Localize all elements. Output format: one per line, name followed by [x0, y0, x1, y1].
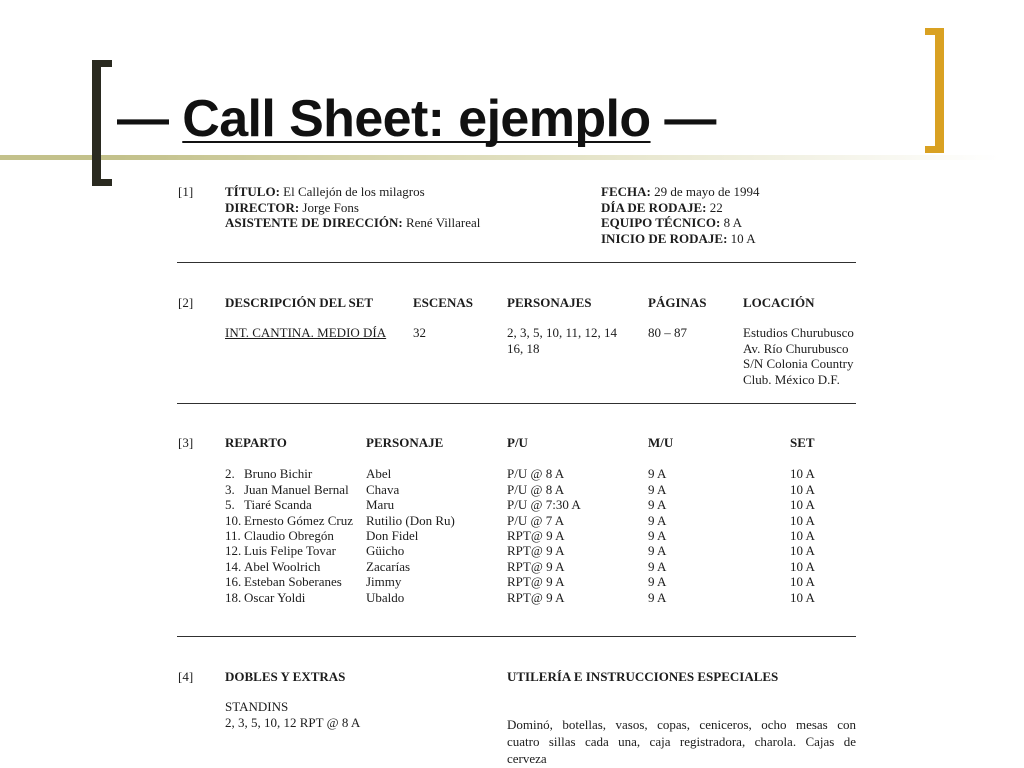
cast-actor: Luis Felipe Tovar [244, 543, 337, 559]
cast-number: 16. [225, 574, 242, 590]
props-line: cuatro sillas cada una, caja registradora, charola. Cajas de [507, 734, 856, 749]
cast-pickup: P/U @ 8 A [507, 481, 565, 497]
info-label: INICIO DE RODAJE: [601, 230, 728, 246]
location-value [743, 325, 854, 387]
cast-set-call: 10 A [790, 466, 815, 482]
location-line: Club. México D.F. [743, 371, 840, 387]
cast-character: Abel [366, 466, 392, 482]
location-line: S/N Colonia Country [743, 356, 854, 372]
info-label: EQUIPO TÉCNICO: [601, 215, 721, 231]
cast-character: Güicho [366, 543, 405, 559]
cast-makeup: 9 A [648, 497, 667, 513]
characters-line: 2, 3, 5, 10, 11, 12, 14 [507, 325, 618, 341]
section-divider [177, 403, 856, 405]
info-value: 22 [709, 199, 723, 215]
info-line-shoot-start [601, 231, 760, 246]
cast-actor: Claudio Obregón [244, 527, 334, 543]
cast-set-call: 10 A [790, 497, 815, 513]
section-divider [177, 636, 856, 638]
cast-set-call: 10 A [790, 558, 815, 574]
column-header-cast: REPARTO [225, 435, 287, 451]
cast-row [0, 482, 1024, 497]
cast-makeup: 9 A [648, 466, 667, 482]
cast-pickup: P/U @ 8 A [507, 466, 565, 482]
column-header-set-call: SET [790, 435, 815, 451]
section-marker: [2] [178, 295, 194, 311]
extras-line: STANDINS [225, 699, 289, 715]
props-line: cerveza [507, 751, 547, 766]
cast-row [0, 590, 1024, 605]
info-label: FECHA: [601, 184, 651, 200]
info-line-crew-call [601, 215, 760, 230]
cast-character: Ubaldo [366, 589, 405, 605]
cast-number: 5. [225, 497, 235, 513]
cast-actor: Juan Manuel Bernal [244, 481, 349, 497]
cast-pickup: RPT@ 9 A [507, 543, 565, 559]
characters-line: 16, 18 [507, 340, 540, 356]
cast-character: Maru [366, 497, 395, 513]
location-line: Av. Río Churubusco [743, 340, 849, 356]
column-header-set: DESCRIPCIÓN DEL SET [225, 295, 374, 311]
info-value: 10 A [730, 230, 756, 246]
cast-character: Rutilio (Don Ru) [366, 512, 455, 528]
info-label: TÍTULO: [225, 184, 280, 200]
cast-makeup: 9 A [648, 574, 667, 590]
info-line-date [601, 184, 760, 199]
column-header-character: PERSONAJE [366, 435, 444, 451]
column-header-scenes: ESCENAS [413, 295, 473, 311]
general-info-right-column [601, 184, 760, 246]
info-label: DIRECTOR: [225, 199, 300, 215]
characters-value [507, 325, 617, 356]
cast-number: 2. [225, 466, 235, 482]
cast-pickup: RPT@ 9 A [507, 558, 565, 574]
cast-character: Jimmy [366, 574, 402, 590]
cast-actor: Ernesto Gómez Cruz [244, 512, 354, 528]
scenes-value: 32 [413, 325, 426, 341]
column-header-characters: PERSONAJES [507, 295, 592, 311]
extras-line: 2, 3, 5, 10, 12 RPT @ 8 A [225, 714, 361, 730]
info-line-assistant-director [225, 215, 480, 230]
info-line-director [225, 200, 480, 215]
cast-set-call: 10 A [790, 589, 815, 605]
cast-set-call: 10 A [790, 574, 815, 590]
cast-actor: Bruno Bichir [244, 466, 313, 482]
cast-row [0, 513, 1024, 528]
section-marker: [3] [178, 435, 194, 451]
cast-set-call: 10 A [790, 543, 815, 559]
cast-row [0, 543, 1024, 558]
cast-pickup: P/U @ 7:30 A [507, 497, 581, 513]
cast-number: 11. [225, 527, 241, 543]
cast-character: Don Fidel [366, 527, 419, 543]
info-value: 29 de mayo de 1994 [654, 184, 760, 200]
column-header-props: UTILERÍA E INSTRUCCIONES ESPECIALES [507, 669, 779, 685]
cast-character: Chava [366, 481, 400, 497]
cast-pickup: P/U @ 7 A [507, 512, 565, 528]
column-header-makeup: M/U [648, 435, 674, 451]
cast-set-call: 10 A [790, 527, 815, 543]
cast-row [0, 466, 1024, 481]
title-text: Call Sheet: ejemplo [182, 90, 651, 148]
info-value: René Villareal [405, 215, 481, 231]
title-lead-dash: — [117, 90, 169, 148]
cast-actor: Abel Woolrich [244, 558, 321, 574]
cast-number: 3. [225, 481, 235, 497]
cast-set-call: 10 A [790, 512, 815, 528]
cast-set-call: 10 A [790, 481, 815, 497]
cast-makeup: 9 A [648, 527, 667, 543]
cast-number: 10. [225, 512, 242, 528]
pages-value: 80 – 87 [648, 325, 687, 341]
cast-makeup: 9 A [648, 558, 667, 574]
cast-makeup: 9 A [648, 512, 667, 528]
set-description-value: INT. CANTINA. MEDIO DÍA [225, 325, 387, 341]
info-value: 8 A [723, 215, 742, 231]
cast-number: 18. [225, 589, 242, 605]
cast-actor: Tiaré Scanda [244, 497, 312, 513]
column-header-pickup: P/U [507, 435, 528, 451]
cast-number: 14. [225, 558, 242, 574]
cast-pickup: RPT@ 9 A [507, 589, 565, 605]
cast-pickup: RPT@ 9 A [507, 527, 565, 543]
cast-row [0, 574, 1024, 589]
column-header-extras: DOBLES Y EXTRAS [225, 669, 346, 685]
info-line-title [225, 184, 480, 199]
cast-makeup: 9 A [648, 589, 667, 605]
cast-character: Zacarías [366, 558, 411, 574]
cast-actor: Oscar Yoldi [244, 589, 306, 605]
cast-makeup: 9 A [648, 481, 667, 497]
column-header-location: LOCACIÓN [743, 295, 815, 311]
props-instructions-paragraph [507, 716, 856, 767]
cast-number: 12. [225, 543, 242, 559]
cast-row [0, 559, 1024, 574]
extras-list [225, 699, 360, 730]
title-trail-dash: — [664, 90, 716, 148]
info-line-shoot-day [601, 200, 760, 215]
cast-pickup: RPT@ 9 A [507, 574, 565, 590]
section-divider [177, 262, 856, 264]
info-value: Jorge Fons [302, 199, 359, 215]
info-value: El Callejón de los milagros [283, 184, 425, 200]
section-marker: [1] [178, 184, 194, 200]
cast-row [0, 528, 1024, 543]
location-line: Estudios Churubusco [743, 325, 854, 341]
info-label: DÍA DE RODAJE: [601, 199, 707, 215]
cast-actor: Esteban Soberanes [244, 574, 342, 590]
cast-row [0, 497, 1024, 512]
cast-makeup: 9 A [648, 543, 667, 559]
info-label: ASISTENTE DE DIRECCIÓN: [225, 215, 403, 231]
general-info-left-column [225, 184, 480, 230]
column-header-pages: PÁGINAS [648, 295, 707, 311]
section-marker: [4] [178, 669, 194, 685]
props-line: Dominó, botellas, vasos, copas, ceniceros, ocho mesas con [507, 717, 856, 732]
